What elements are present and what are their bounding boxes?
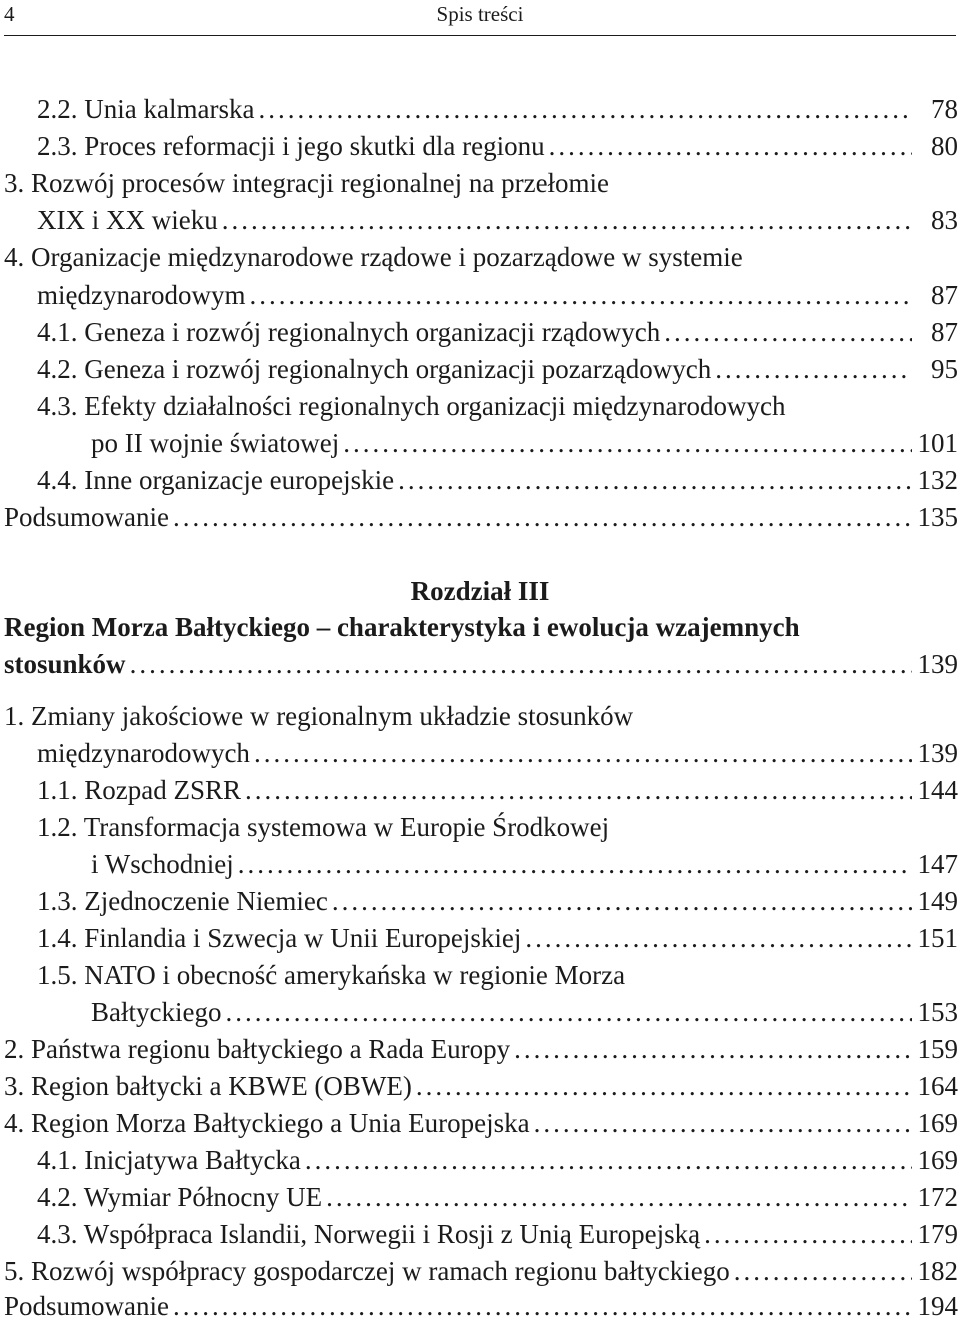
toc-entry <box>37 1219 958 1249</box>
toc-entry-title: po II wojnie światowej <box>91 428 340 458</box>
chapter-label: Rozdział III <box>410 576 550 606</box>
toc-entry-page: 144 <box>917 775 958 805</box>
dot-leader <box>332 886 912 916</box>
dot-leader <box>734 1256 912 1286</box>
toc-entry-title: Podsumowanie <box>4 1291 169 1321</box>
toc-entry-page: 83 <box>931 205 958 235</box>
toc-entry <box>4 1071 958 1101</box>
toc-entry-title: 1.5. NATO i obecność amerykańska w regionie Morza <box>37 960 626 990</box>
dot-leader <box>238 849 912 879</box>
toc-entry <box>37 1145 958 1175</box>
toc-entry-title: międzynarodowych <box>37 738 250 768</box>
toc-entry <box>4 502 958 532</box>
toc-entry <box>37 738 958 768</box>
toc-entry-page: 95 <box>931 354 958 384</box>
dot-leader <box>343 428 912 458</box>
toc-entry-page: 87 <box>931 280 958 310</box>
toc-entry-title: 4.3. Współpraca Islandii, Norwegii i Rosji z Unią Europejską <box>37 1219 701 1249</box>
toc-entry-title: 4. Organizacje międzynarodowe rządowe i pozarządowe w systemie <box>4 242 743 272</box>
toc-entry-page: 80 <box>931 131 958 161</box>
dot-leader <box>534 1108 912 1138</box>
toc-entry-title: 1.3. Zjednoczenie Niemiec <box>37 886 328 916</box>
toc-entry <box>37 354 958 384</box>
toc-entry-page: 139 <box>917 738 958 768</box>
toc-entry-title: 5. Rozwój współpracy gospodarczej w ramach regionu bałtyckiego <box>4 1256 730 1286</box>
toc-entry-title: międzynarodowym <box>37 280 246 310</box>
toc-entry-title: Podsumowanie <box>4 502 169 532</box>
toc-entry <box>37 465 958 495</box>
toc-entry <box>37 317 958 347</box>
toc-entry-title: 1.4. Finlandia i Szwecja w Unii Europejskiej <box>37 923 522 953</box>
toc-entry-title: 2.2. Unia kalmarska <box>37 94 255 124</box>
toc-entry-title: 4.1. Inicjatywa Bałtycka <box>37 1145 301 1175</box>
toc-entry-title: i Wschodniej <box>91 849 234 879</box>
dot-leader <box>664 317 912 347</box>
toc-entry-title: 1. Zmiany jakościowe w regionalnym układzie stosunków <box>4 701 634 731</box>
toc-entry-page: 172 <box>917 1182 958 1212</box>
toc-entry-title: XIX i XX wieku <box>37 205 218 235</box>
dot-leader <box>326 1182 912 1212</box>
toc-entry <box>37 205 958 235</box>
dot-leader <box>245 775 912 805</box>
dot-leader <box>715 354 912 384</box>
dot-leader <box>173 1291 912 1321</box>
toc-entry-title: 4.2. Geneza i rozwój regionalnych organizacji pozarządowych <box>37 354 712 384</box>
toc-entry-page: 169 <box>917 1108 958 1138</box>
toc-entry <box>91 428 958 458</box>
toc-entry <box>4 1256 958 1286</box>
toc-entry-page: 149 <box>917 886 958 916</box>
dot-leader <box>173 502 912 532</box>
toc-entry-page: 194 <box>917 1291 958 1321</box>
toc-entry-title: 3. Region bałtycki a KBWE (OBWE) <box>4 1071 412 1101</box>
dot-leader <box>514 1034 912 1064</box>
toc-entry-title: 4.4. Inne organizacje europejskie <box>37 465 395 495</box>
toc-entry-page: 132 <box>917 465 958 495</box>
toc-entry-page: 179 <box>917 1219 958 1249</box>
toc-entry-page: 159 <box>917 1034 958 1064</box>
toc-entry-title: 4.1. Geneza i rozwój regionalnych organizacji rządowych <box>37 317 661 347</box>
toc-entry <box>4 1291 958 1321</box>
dot-leader <box>249 280 912 310</box>
dot-leader <box>225 997 912 1027</box>
toc-entry-title: 1.1. Rozpad ZSRR <box>37 775 242 805</box>
toc-entry <box>91 849 958 879</box>
page-number: 4 <box>4 2 15 26</box>
dot-leader <box>398 465 912 495</box>
toc-entry-page: 153 <box>917 997 958 1027</box>
toc-entry <box>4 1108 958 1138</box>
toc-entry-title: 2.3. Proces reformacji i jego skutki dla regionu <box>37 131 545 161</box>
toc-entry <box>37 1182 958 1212</box>
toc-entry-page: 139 <box>917 649 958 679</box>
running-head-title: Spis treści <box>436 2 524 26</box>
toc-entry <box>37 886 958 916</box>
toc-entry <box>37 131 958 161</box>
toc-entry-page: 182 <box>917 1256 958 1286</box>
toc-entry-title: 2. Państwa regionu bałtyckiego a Rada Europy <box>4 1034 511 1064</box>
toc-entry <box>37 94 958 124</box>
toc-entry-page: 147 <box>917 849 958 879</box>
toc-entry <box>4 649 958 679</box>
toc-entry-page: 87 <box>931 317 958 347</box>
dot-leader <box>305 1145 912 1175</box>
toc-entry-page: 151 <box>917 923 958 953</box>
toc-entry-page: 169 <box>917 1145 958 1175</box>
dot-leader <box>416 1071 912 1101</box>
dot-leader <box>549 131 912 161</box>
toc-entry-page: 78 <box>931 94 958 124</box>
toc-entry-page: 164 <box>917 1071 958 1101</box>
toc-entry <box>37 775 958 805</box>
toc-entry <box>4 1034 958 1064</box>
dot-leader <box>222 205 912 235</box>
dot-leader <box>525 923 912 953</box>
toc-entry-title: 1.2. Transformacja systemowa w Europie Środkowej <box>37 812 610 842</box>
toc-entry-title: stosunków <box>4 649 126 679</box>
chapter-title: Region Morza Bałtyckiego – charakterystyka i ewolucja wzajemnych <box>4 612 800 642</box>
dot-leader <box>258 94 912 124</box>
toc-entry <box>91 997 958 1027</box>
toc-entry-title: 4. Region Morza Bałtyckiego a Unia Europejska <box>4 1108 530 1138</box>
dot-leader <box>130 649 912 679</box>
toc-entry <box>37 280 958 310</box>
toc-entry <box>37 923 958 953</box>
dot-leader <box>254 738 912 768</box>
toc-entry-title: 4.3. Efekty działalności regionalnych organizacji międzynarodowych <box>37 391 786 421</box>
toc-entry-page: 135 <box>917 502 958 532</box>
toc-entry-title: Bałtyckiego <box>91 997 222 1027</box>
toc-entry-page: 101 <box>917 428 958 458</box>
toc-entry-title: 4.2. Wymiar Północny UE <box>37 1182 323 1212</box>
dot-leader <box>704 1219 912 1249</box>
toc-entry-title: 3. Rozwój procesów integracji regionalnej na przełomie <box>4 168 610 198</box>
